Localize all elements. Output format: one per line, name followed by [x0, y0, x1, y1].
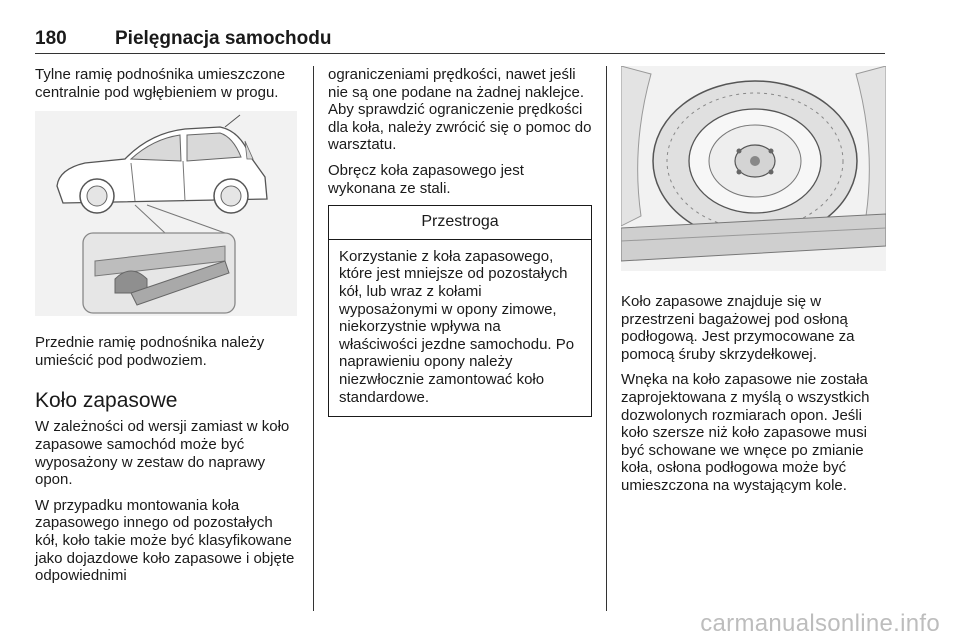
caution-title: Przestroga	[329, 206, 591, 240]
spare-wheel-intro: W zależności od wersji zamiast w koło zapasowe samochód może być wyposażony w zestaw do naprawy opon.	[35, 418, 290, 489]
column-1	[35, 66, 300, 593]
spare-wheel-illustration	[621, 66, 886, 271]
spare-wheel-temporary: W przypadku montowania koła zapasowego innego od pozostałych kół, koło takie może być klasyfikowane jako dojazdowe koło zapasowe i objęte odpowiednimi	[35, 496, 295, 585]
steel-rim-text: Obręcz koła zapasowego jest wykonana ze stali.	[328, 161, 524, 197]
column-divider-1	[313, 66, 314, 611]
column-divider-2	[606, 66, 607, 611]
jack-front-text: Przednie ramię podnośnika należy umieścić pod podwoziem.	[35, 334, 265, 369]
spare-well-text: Wnęka na koło zapasowe nie została zaprojektowana z myślą o wszystkich dozwolonych rozmiarach opon. Jeśli koło szersze niż koło zapasowe musi być schowane we wnęce po zmianie koła, osłona podłogowa może być umieszczona na wystającym kole.	[621, 371, 870, 494]
header-divider	[35, 53, 885, 54]
column-3	[621, 66, 886, 503]
spare-wheel-heading: Koło zapasowe	[35, 389, 178, 413]
car-jack-illustration	[35, 111, 297, 316]
section-title: Pielęgnacja samochodu	[115, 28, 332, 49]
spare-location-text: Koło zapasowe znajduje się w przestrzeni bagażowej pod osłoną podłogową. Jest przymocowane za pomocą śruby skrzydełkowej.	[621, 293, 855, 363]
jack-rear-text: Tylne ramię podnośnika umieszczone centralnie pod wgłębieniem w progu.	[35, 66, 286, 101]
page-number: 180	[35, 28, 67, 49]
speed-limit-text: ograniczeniami prędkości, nawet jeśli nie są one podane na żadnej naklejce. Aby sprawdzić ograniczenie prędkości dla koła, należy zwrócić się o pomoc do warsztatu.	[328, 66, 592, 154]
caution-box	[328, 205, 592, 417]
page-header	[35, 28, 885, 50]
watermark: carmanualsonline.info	[700, 610, 940, 637]
column-2	[328, 66, 593, 417]
caution-text: Korzystanie z koła zapasowego, które jest mniejsze od pozostałych kół, lub wraz z kołami wyposażonymi w opony zimowe, niekorzystnie wpływa na właściwości jezdne samochodu. Po naprawieniu opony należy niezwłocznie zamontować koło standardowe.	[339, 247, 575, 406]
